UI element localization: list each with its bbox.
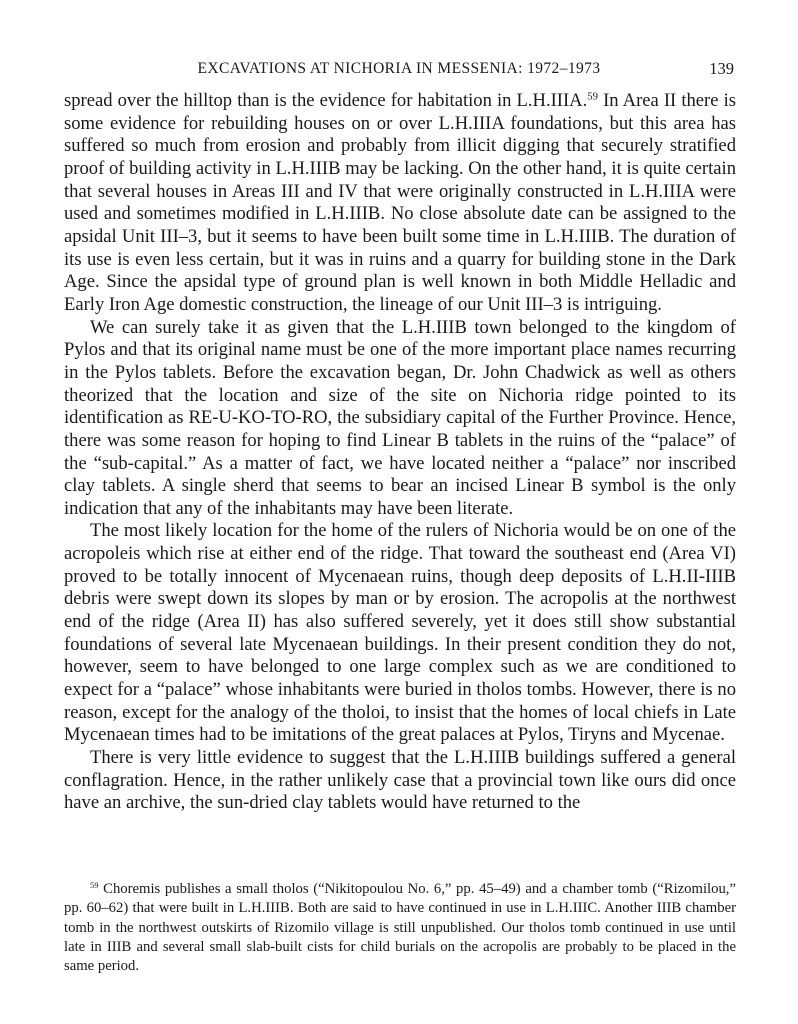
paragraph-1-text-before: spread over the hilltop than is the evidence for habitation in L.H.IIIA. xyxy=(64,90,588,111)
footnote-59 xyxy=(64,880,736,976)
paragraph-3: The most likely location for the home of the rulers of Nichoria would be on one of the acropoleis which rise at either end of the ridge. That toward the southeast end (Area VI) proved to be totally innocent of Mycenaean ruins, though deep deposits of L.H.II-IIIB debris were swept down its slopes by man or by erosion. The acropolis at the northwest end of the ridge (Area II) has also suffered severely, yet it does still show substantial foundations of several late Mycenaean buildings. In their present condition they do not, however, seem to have belonged to one large complex such as we are conditioned to expect for a “palace” whose inhabitants were buried in tholos tombs. However, there is no reason, except for the analogy of the tholoi, to insist that the homes of local chiefs in Late Mycenaean times had to be imitations of the great palaces at Pylos, Tiryns and Mycenae. xyxy=(64,520,736,746)
body-text xyxy=(64,90,736,815)
running-head: EXCAVATIONS AT NICHORIA IN MESSENIA: 1972–1973 xyxy=(197,60,601,77)
page-number: 139 xyxy=(709,59,734,78)
paragraph-2: We can surely take it as given that the L.H.IIIB town belonged to the kingdom of Pylos and that its original name must be one of the more important place names recurring in the Pylos tablets. Before the excavation began, Dr. John Chadwick as well as others theorized that the location and size of the site on Nichoria ridge pointed to its identification as RE-U-KO-TO-RO, the subsidiary capital of the Further Province. Hence, there was some reason for hoping to find Linear B tablets in the ruins of the “palace” of the “sub-capital.” As a matter of fact, we have located neither a “palace” nor inscribed clay tablets. A single sherd that seems to bear an incised Linear B symbol is the only indication that any of the inhabitants may have been literate. xyxy=(64,316,736,519)
footnote-text: Choremis publishes a small tholos (“Nikitopoulou No. 6,” pp. 45–49) and a chamber tomb (“Rizomilou,” pp. 60–62) that were built in L.H.IIIB. Both are said to have continued in use in L.H.IIIC. Another IIIB chamber tomb in the northwest outskirts of Rizomilo village is still unpublished. Our tholos tomb continued in use until late in IIIB and several small slab-built cists for child burials on the acropolis are probably to be placed in the same period. xyxy=(64,881,736,975)
paragraph-4: There is very little evidence to suggest that the L.H.IIIB buildings suffered a general conflagration. Hence, in the rather unlikely case that a provincial town like ours did once have an archive, the sun-dried clay tablets would have returned to the xyxy=(64,747,736,814)
footnotes xyxy=(64,880,736,976)
page-header xyxy=(64,57,734,81)
paragraph-1-text-after: In Area II there is some evidence for rebuilding houses on or over L.H.IIIA foundations, but this area has suffered so much from erosion and probably from illicit digging that securely stratified proof of building activity in L.H.IIIB may be lacking. On the other hand, it is quite certain that several houses in Areas III and IV that were originally constructed in L.H.IIIA were used and sometimes modified in L.H.IIIB. No close absolute date can be assigned to the apsidal Unit III–3, but it seems to have been built some time in L.H.IIIB. The duration of its use is even less certain, but it was in ruins and a quarry for building stone in the Dark Age. Since the apsidal type of ground plan is well known in both Middle Helladic and Early Iron Age domestic construction, the lineage of our Unit III–3 is intriguing. xyxy=(64,90,736,315)
footnote-number: 59 xyxy=(90,879,99,890)
footnote-reference-59: 59 xyxy=(587,90,599,103)
paragraph-1 xyxy=(64,90,736,317)
